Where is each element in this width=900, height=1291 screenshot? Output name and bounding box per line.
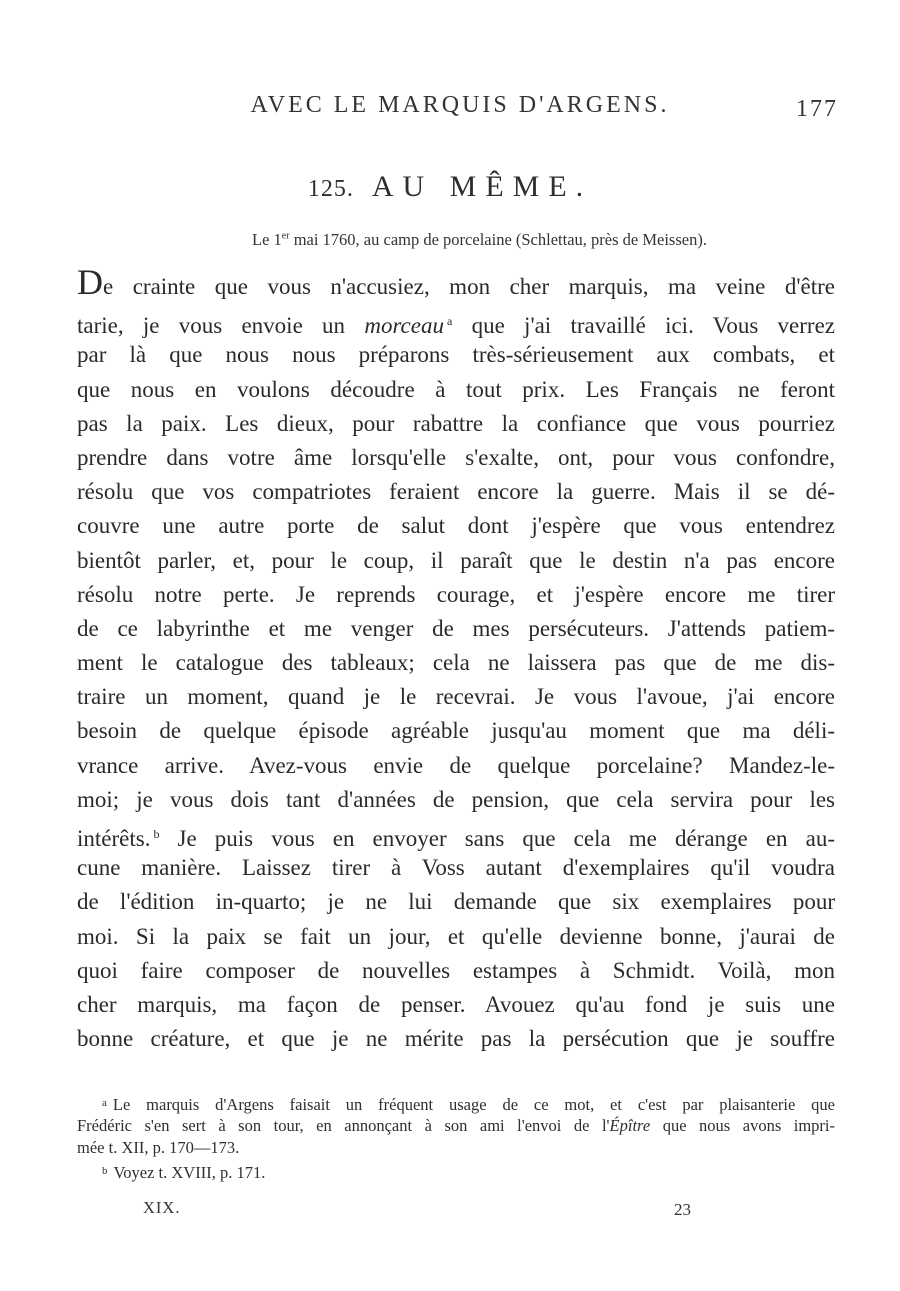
footnotes	[77, 1092, 835, 1182]
dateline-superscript: er	[281, 230, 290, 242]
body-line: pas la paix. Les dieux, pour rabattre la confiance que vous pourriez	[77, 410, 835, 436]
body-line: de ce labyrinthe et me venger de mes persécuteurs. J'attends patiem-	[77, 615, 835, 641]
footnote-label-a: a	[102, 1097, 107, 1109]
footnote-text: que nous avons impri-	[650, 1115, 836, 1135]
volume-signature: XIX.	[143, 1198, 181, 1217]
dateline	[252, 230, 707, 250]
body-line: bientôt parler, et, pour le coup, il paraît que le destin n'a pas encore	[77, 547, 835, 573]
body-line: vrance arrive. Avez-vous envie de quelque porcelaine? Mandez-le-	[77, 752, 835, 778]
footnote-text: Frédéric s'en sert à son tour, en annonçant à son ami l'envoi de l'	[77, 1115, 610, 1135]
body-line: besoin de quelque épisode agréable jusqu'au moment que ma déli-	[77, 718, 835, 744]
footnote-marker-a: a	[446, 314, 453, 329]
body-line: cune manière. Laissez tirer à Voss autant d'exemplaires qu'il voudra	[77, 855, 835, 881]
body-line: de l'édition in-quarto; je ne lui demande que six exemplaires pour	[77, 889, 835, 915]
body-line: ment le catalogue des tableaux; cela ne laissera pas que de me dis-	[77, 650, 835, 676]
body-line: moi; je vous dois tant d'années de pension, que cela servira pour les	[77, 786, 835, 812]
body-line	[77, 304, 835, 338]
footnote-text: Voyez t. XVIII, p. 171.	[113, 1162, 266, 1182]
body-line: cher marquis, ma façon de penser. Avouez qu'au fond je suis une	[77, 991, 835, 1017]
body-line: moi. Si la paix se fait un jour, et qu'elle devienne bonne, j'aurai de	[77, 923, 835, 949]
italic-word: morceau	[364, 313, 444, 339]
footnote-b	[77, 1160, 835, 1183]
body-line: quoi faire composer de nouvelles estampes à Schmidt. Voilà, mon	[77, 957, 835, 983]
sheet-signature: 23	[674, 1200, 691, 1219]
letter-body	[77, 262, 835, 1056]
drop-cap: D	[77, 262, 103, 302]
footnote-a-end: mée t. XII, p. 170—173.	[77, 1138, 240, 1158]
body-line: que nous en voulons découdre à tout prix. Les Français ne feront	[77, 376, 835, 402]
running-head: AVEC LE MARQUIS D'ARGENS.	[250, 92, 670, 118]
body-line: bonne créature, et que je ne mérite pas la persécution que je souffre	[77, 1026, 835, 1052]
page-number: 177	[796, 96, 838, 122]
body-line: résolu notre perte. Je reprends courage, et j'espère encore me tirer	[77, 581, 835, 607]
body-line: prendre dans votre âme lorsqu'elle s'exalte, ont, pour vous confondre,	[77, 444, 835, 470]
body-line-text: tarie, je vous envoie un	[77, 313, 365, 339]
body-line	[77, 817, 835, 851]
body-line-text: intérêts.	[77, 826, 151, 851]
footnote-text: Le marquis d'Argens faisait un fréquent usage de ce mot, et c'est par plaisanterie que	[112, 1095, 835, 1114]
body-line	[77, 262, 835, 304]
body-line: résolu que vos compatriotes feraient encore la guerre. Mais il se dé-	[77, 479, 835, 505]
body-line: par là que nous nous préparons très-sérieusement aux combats, et	[77, 342, 835, 368]
footnote-a-continued	[77, 1115, 835, 1138]
dateline-rest: mai 1760, au camp de porcelaine (Schlettau, près de Meissen).	[289, 230, 707, 249]
letter-title: AU MÊME.	[371, 170, 593, 203]
body-line-text: Je puis vous en envoyer sans que cela me dérange en au-	[159, 826, 835, 851]
body-line: couvre une autre porte de salut dont j'espère que vous entendrez	[77, 513, 835, 539]
italic-title: Épître	[609, 1115, 651, 1135]
letter-number: 125.	[307, 176, 354, 202]
dateline-start: Le 1	[252, 230, 282, 249]
footnote-a	[77, 1092, 835, 1115]
footnote-label-b: b	[102, 1164, 108, 1177]
body-line: traire un moment, quand je le recevrai. Je vous l'avoue, j'ai encore	[77, 684, 835, 710]
letter-heading	[0, 170, 900, 204]
footnote-marker-b: b	[153, 827, 160, 841]
body-line-text: que j'ai travaillé ici. Vous verrez	[452, 313, 835, 339]
body-line-text: e crainte que vous n'accusiez, mon cher marquis, ma veine d'être	[103, 274, 835, 299]
